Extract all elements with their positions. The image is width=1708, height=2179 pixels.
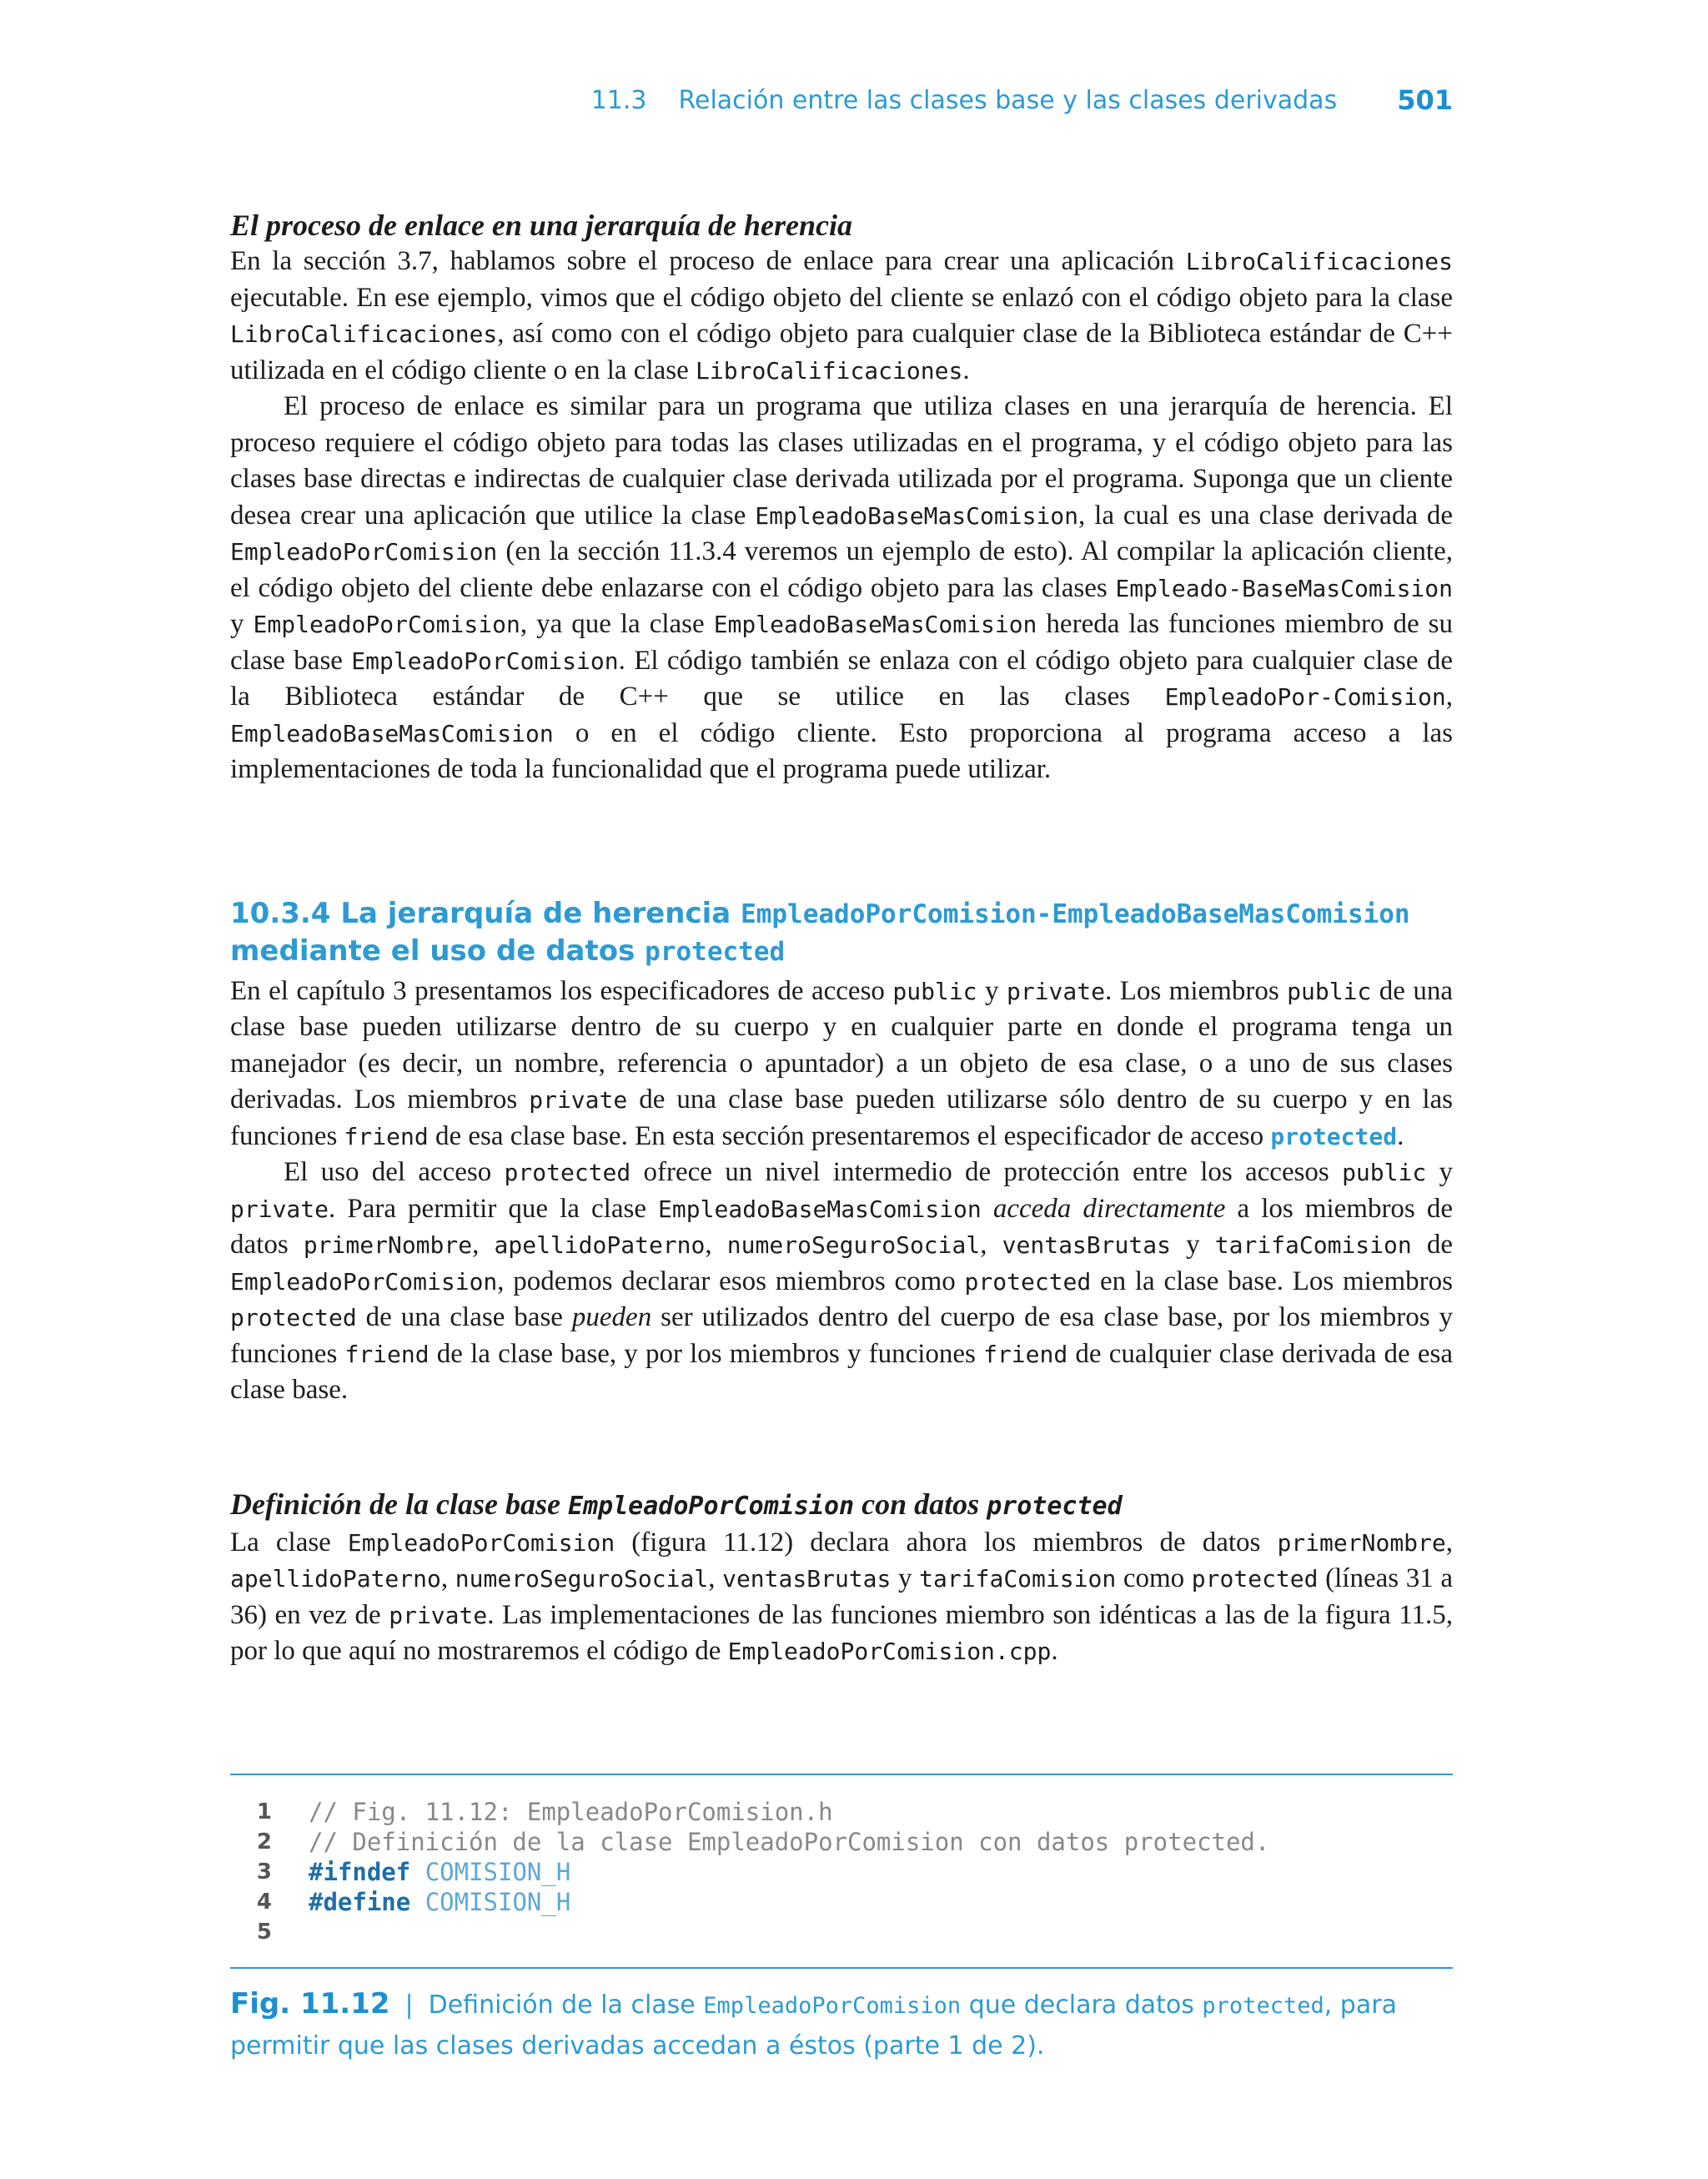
text-run: . El código también se enlaza con el código objeto para cualquier clase de la Biblioteca estándar de C++ que se utilice en las clases (230, 645, 1453, 712)
code-listing (230, 1774, 1453, 1969)
code-term: Empleado-BaseMasComision (1115, 574, 1453, 602)
code-term: numeroSeguroSocial (455, 1565, 709, 1593)
code-term: EmpleadoPorComision (567, 1491, 855, 1521)
text-run: ofrece un nivel intermedio de protección entre los accesos (630, 1157, 1343, 1187)
code-line (230, 1917, 1453, 1947)
code-identifier: COMISION_H (424, 1888, 571, 1916)
code-term: EmpleadoPorComision (230, 1267, 498, 1296)
text-run: , (1445, 1527, 1453, 1558)
text-run: ejecutable. En ese ejemplo, vimos que el código objeto del cliente se enlazó con el código objeto para la clase (230, 282, 1453, 313)
text-run: . Para permitir que la clase (329, 1193, 659, 1224)
text-run: , la cual es una clase derivada de (1078, 500, 1453, 531)
text-run: , (705, 1230, 727, 1260)
code-term: friend (344, 1340, 430, 1368)
text-run: , ya que la clase (520, 609, 714, 639)
text-run: y (977, 975, 1007, 1006)
caption-divider: | (404, 1990, 414, 2020)
text-run: de una clase base pueden utilizarse dentro de su cuerpo y en cualquier parte en donde el programa tenga un manejador (es decir, un nombre, referencia o apuntador) a un objeto de esa clase, o a uno de sus clases derivadas. Los miembros (230, 975, 1454, 1115)
paragraph (230, 974, 1453, 1155)
code-term: private (1006, 977, 1105, 1005)
code-term: EmpleadoPorComision.cpp (727, 1638, 1052, 1665)
text-run: con datos (854, 1487, 987, 1521)
text-run: en la clase base. Los miembros (1091, 1266, 1453, 1296)
text-run: hereda las funciones miembro de su clase base (230, 609, 1454, 676)
code-term: EmpleadoPorComision (230, 538, 498, 566)
text-run: (líneas 31 a 36) en vez de (230, 1563, 1454, 1630)
text-run: . (1397, 1120, 1404, 1151)
text-run: de una clase base pueden utilizarse sólo dentro de su cuerpo y en las funciones (230, 1084, 1453, 1151)
paragraph (230, 389, 1453, 788)
text-run: a los miembros de datos (230, 1193, 1453, 1260)
code-term: LibroCalificaciones (696, 356, 963, 385)
code-term: protected (1191, 1565, 1319, 1593)
text-run: , (1445, 682, 1453, 712)
text-run: o en el código cliente. Esto proporciona al programa acceso a las implementaciones de toda la funcionalidad que el programa puede utilizar. (230, 717, 1453, 784)
emphasis: pueden (571, 1302, 652, 1332)
text-run: de esa clase base. En esta sección presentaremos el especificador de acceso (428, 1120, 1271, 1151)
code-term: LibroCalificaciones (1185, 248, 1453, 275)
paragraph (230, 1155, 1453, 1409)
code-term: public (892, 977, 977, 1005)
running-header (230, 83, 1453, 117)
text-run: y (230, 609, 254, 639)
text-run: y (891, 1563, 920, 1593)
code-term: primerNombre (1277, 1528, 1446, 1557)
line-number: 5 (256, 1920, 272, 1945)
code-term: protected (1202, 1993, 1324, 2019)
code-term: public (1287, 977, 1372, 1005)
text-run: Definición de la clase (428, 1990, 704, 2020)
code-term: protected (504, 1159, 631, 1186)
subsection-heading-enlace: El proceso de enlace en una jerarquía de herencia (230, 209, 852, 242)
text-run: mediante el uso de datos (230, 933, 646, 968)
code-term: EmpleadoBaseMasComision (658, 1195, 982, 1223)
code-term: EmpleadoPorComision-EmpleadoBaseMasComision (741, 898, 1410, 929)
text-run: , así como con el código objeto para cualquier clase de la Biblioteca estándar de C++ utilizada en el código cliente o en la clase (230, 319, 1453, 385)
subsection-heading-definicion (230, 1486, 1453, 1525)
page-number: 501 (1397, 84, 1453, 116)
text-run: . Las implementaciones de las funciones miembro son idénticas a las de la figura 11.5, por lo que aquí no mostraremos el código de (230, 1599, 1453, 1666)
code-line (230, 1887, 1453, 1917)
text-run: , (440, 1563, 455, 1593)
text-run: En la sección 3.7, hablamos sobre el proceso de enlace para crear una aplicación (230, 246, 1186, 276)
code-identifier: COMISION_H (424, 1858, 571, 1886)
text-run: y (1426, 1157, 1453, 1187)
text-run: . Los miembros (1105, 975, 1288, 1006)
code-line (230, 1857, 1453, 1887)
text-run: El proceso de enlace es similar para un programa que utiliza clases en una jerarquía de herencia. El proceso requiere el código objeto para todas las clases utilizadas en el programa, y el código objeto para las clases base directas e indirectas de cualquier clase derivada utilizada por el programa. Suponga que un cliente desea crear una aplicación que utilice la clase (230, 391, 1453, 531)
code-term: EmpleadoPor-Comision (1164, 683, 1446, 711)
code-term: private (529, 1086, 628, 1114)
header-section-title: Relación entre las clases base y las clases derivadas (678, 85, 1338, 115)
code-term: friend (344, 1122, 429, 1150)
code-term: tarifaComision (919, 1565, 1117, 1593)
code-term: numeroSeguroSocial (726, 1231, 981, 1259)
code-term: ventasBrutas (1002, 1231, 1171, 1259)
code-term: friend (983, 1340, 1068, 1368)
text-run: (figura 11.12) declara ahora los miembros de datos (615, 1527, 1278, 1558)
code-term: EmpleadoBaseMasComision (230, 719, 554, 747)
code-line (230, 1797, 1453, 1827)
emphasis: acceda directamente (992, 1193, 1226, 1224)
code-comment: // Definición de la clase EmpleadoPorComision con datos protected. (309, 1828, 1270, 1856)
text-run: , (708, 1563, 723, 1593)
header-section-number: 11.3 (590, 85, 647, 115)
text-run: , (472, 1230, 495, 1260)
code-term: EmpleadoBaseMasComision (713, 611, 1037, 638)
code-term: public (1342, 1159, 1427, 1186)
code-line (230, 1827, 1453, 1857)
code-term: EmpleadoPorComision (351, 647, 619, 675)
code-term: EmpleadoPorComision (703, 1993, 962, 2019)
code-term: apellidoPaterno (230, 1565, 441, 1593)
text-run: Definición de la clase base (230, 1487, 568, 1521)
line-number: 1 (256, 1799, 272, 1824)
code-term: ventasBrutas (722, 1565, 892, 1593)
code-term-keyword: protected (1270, 1122, 1398, 1150)
text-run: como (1116, 1563, 1192, 1593)
code-term: tarifaComision (1214, 1231, 1412, 1259)
code-term: apellidoPaterno (494, 1231, 706, 1259)
section-heading (230, 895, 1453, 970)
text-run: . (1051, 1636, 1058, 1666)
code-term: private (230, 1195, 329, 1223)
text-run: . (962, 355, 970, 385)
page-body (230, 207, 1453, 1670)
code-keyword: #ifndef (309, 1858, 411, 1886)
text-run: de una clase base (356, 1302, 572, 1332)
text-run: (en la sección 11.3.4 veremos un ejemplo de esto). Al compilar la aplicación cliente, el código objeto del cliente debe enlazarse con el código objeto para las clases (230, 536, 1453, 603)
code-term: protected (645, 936, 786, 967)
text-run: de cualquier clase derivada de esa clase base. (230, 1338, 1454, 1405)
code-term: primerNombre (303, 1231, 473, 1259)
text-run (982, 1194, 993, 1224)
text-run: de la clase base, y por los miembros y funciones (429, 1338, 984, 1369)
text-run: , (980, 1230, 1002, 1260)
code-comment: // Fig. 11.12: EmpleadoPorComision.h (309, 1798, 833, 1826)
code-term: LibroCalificaciones (230, 320, 498, 348)
text-run: , podemos declarar esos miembros como (497, 1266, 965, 1296)
figure-number: Fig. 11.12 (230, 1987, 390, 2020)
text-run: que declara datos (961, 1990, 1203, 2020)
code-term: EmpleadoPorComision (253, 611, 520, 638)
code-term: EmpleadoPorComision (347, 1528, 615, 1557)
section-number: 10.3.4 (230, 896, 331, 930)
text-run: ser utilizados dentro del cuerpo de esa clase base, por los miembros y funciones (230, 1302, 1453, 1369)
paragraph (230, 244, 1453, 389)
code-term: protected (230, 1304, 357, 1331)
paragraph (230, 1525, 1453, 1670)
line-number: 3 (256, 1859, 272, 1885)
code-term: protected (964, 1267, 1092, 1296)
text-run: La jerarquía de herencia (340, 896, 741, 930)
code-keyword: #define (309, 1888, 411, 1916)
text-run: y (1170, 1230, 1215, 1260)
text-run: La clase (230, 1527, 348, 1558)
text-run: En el capítulo 3 presentamos los especificadores de acceso (230, 975, 893, 1006)
code-term: protected (987, 1491, 1123, 1521)
code-term: private (389, 1601, 488, 1629)
line-number: 2 (256, 1829, 272, 1854)
text-run: , para permitir que las clases derivadas accedan a éstos (parte 1 de 2). (230, 1990, 1397, 2061)
text-run: El uso del acceso (284, 1157, 505, 1187)
figure-caption (230, 1984, 1453, 2066)
line-number: 4 (256, 1890, 272, 1915)
text-run: de (1411, 1230, 1454, 1260)
code-term: EmpleadoBaseMasComision (755, 501, 1079, 530)
